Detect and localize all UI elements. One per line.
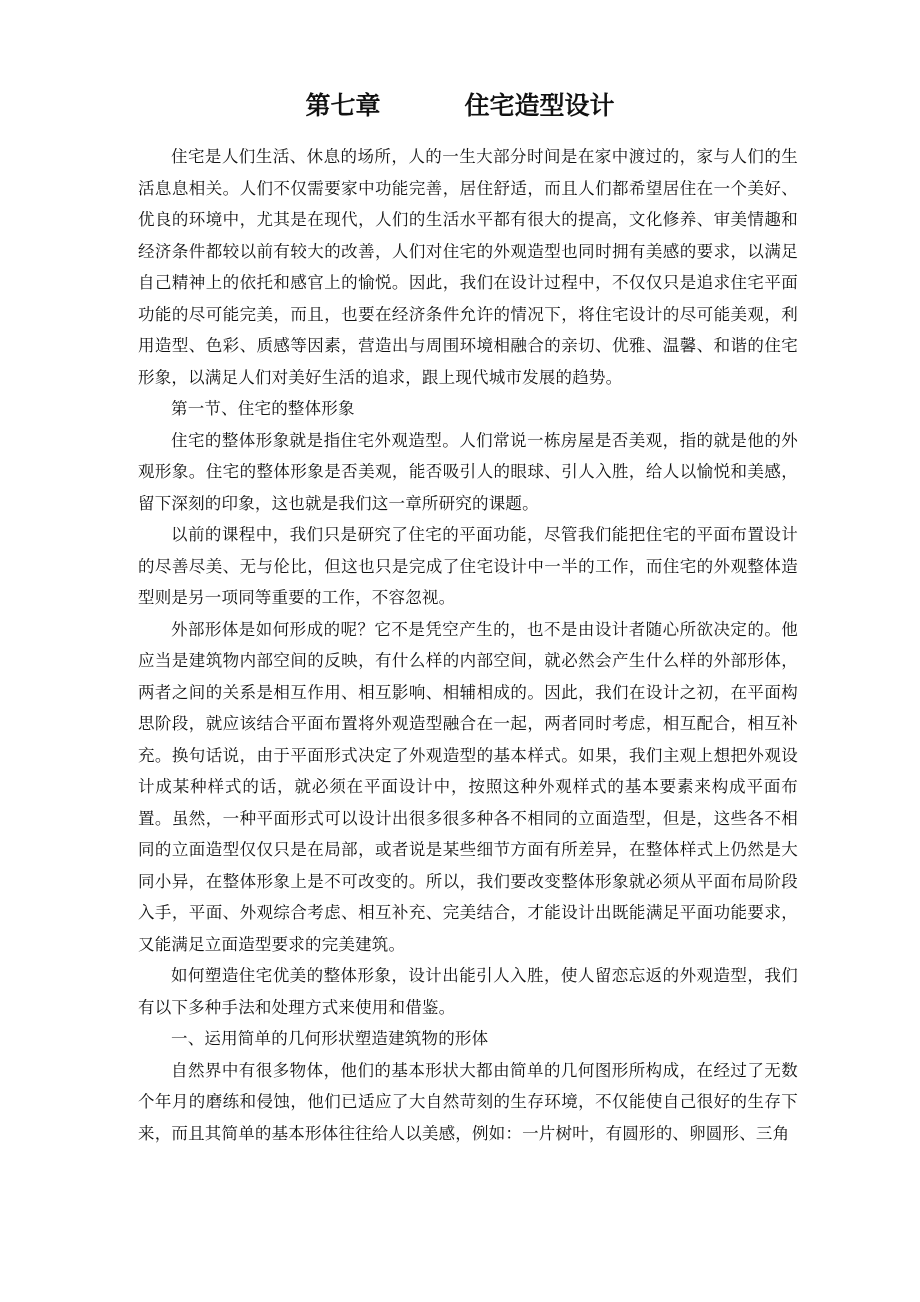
paragraph: 自然界中有很多物体，他们的基本形状大都由简单的几何图形所构成，在经过了无数个年月的磨练和侵蚀，他们已适应了大自然苛刻的生存环境，不仅能使自己很好的生存下来，而且其简单的基本形体往往给人以美感，例如：一片树叶，有圆形的、卵圆形、三角 [138,1060,798,1143]
document-body [138,141,798,1149]
chapter-title-text: 住宅造型设计 [464,91,615,120]
section-heading-1: 第一节、住宅的整体形象 [171,399,355,418]
paragraph: 外部形体是如何形成的呢？它不是凭空产生的，也不是由设计者随心所欲决定的。他应当是建筑物内部空间的反映，有什么样的内部空间，就必然会产生什么样的外部形体，两者之间的关系是相互作用、相互影响、相辅相成的。因此，我们在设计之初，在平面构思阶段，就应该结合平面布置将外观造型融合在一起，两者同时考虑，相互配合，相互补充。换句话说，由于平面形式决定了外观造型的基本样式。如果，我们主观上想把外观设计成某种样式的话，就必须在平面设计中，按照这种外观样式的基本要素来构成平面布置。虽然，一种平面形式可以设计出很多很多种各不相同的立面造型，但是，这些各不相同的立面造型仅仅只是在局部，或者说是某些细节方面有所差异，在整体样式上仍然是大同小异，在整体形象上是不可改变的。所以，我们要改变整体形象就必须从平面布局阶段入手，平面、外观综合考虑、相互补充、完美结合，才能设计出既能满足平面功能要求，又能满足立面造型要求的完美建筑。 [138,619,798,954]
chapter-number: 第七章 [305,91,381,120]
paragraph-intro: 住宅是人们生活、休息的场所，人的一生大部分时间是在家中渡过的，家与人们的生活息息相关。人们不仅需要家中功能完善，居住舒适，而且人们都希望居住在一个美好、优良的环境中，尤其是在现代，人们的生活水平都有很大的提高，文化修养、审美情趣和经济条件都较以前有较大的改善，人们对住宅的外观造型也同时拥有美感的要求，以满足自己精神上的依托和感官上的愉悦。因此，我们在设计过程中，不仅仅只是追求住宅平面功能的尽可能完美，而且，也要在经济条件允许的情况下，将住宅设计的尽可能美观，利用造型、色彩、质感等因素，营造出与周围环境相融合的亲切、优雅、温馨、和谐的住宅形象，以满足人们对美好生活的追求，跟上现代城市发展的趋势。 [138,147,798,387]
paragraph: 住宅的整体形象就是指住宅外观造型。人们常说一栋房屋是否美观，指的就是他的外观形象。住宅的整体形象是否美观，能否吸引人的眼球、引人入胜，给人以愉悦和美感，留下深刻的印象，这也就是我们这一章所研究的课题。 [138,430,798,513]
chapter-title [0,88,920,124]
paragraph: 以前的课程中，我们只是研究了住宅的平面功能，尽管我们能把住宅的平面布置设计的尽善尽美、无与伦比，但这也只是完成了住宅设计中一半的工作，而住宅的外观整体造型则是另一项同等重要的工作，不容忽视。 [138,525,798,607]
subsection-heading-1: 一、运用简单的几何形状塑造建筑物的形体 [171,1029,489,1048]
paragraph: 如何塑造住宅优美的整体形象，设计出能引人入胜，使人留恋忘返的外观造型，我们有以下多种手法和处理方式来使用和借鉴。 [138,966,798,1017]
